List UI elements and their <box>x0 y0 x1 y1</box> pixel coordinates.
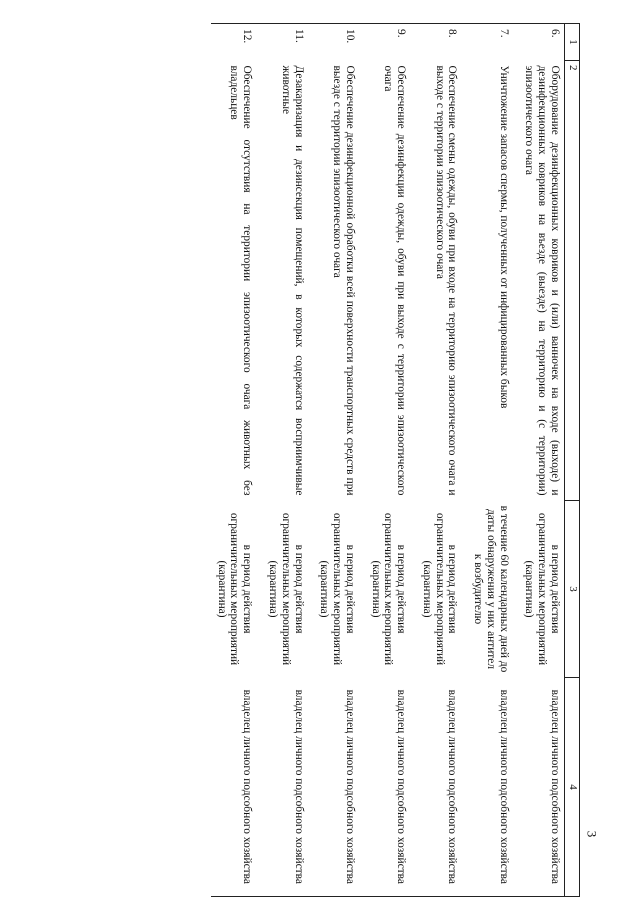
row-measure: Уничтожение запасов спермы, полученных от инфицированных быков <box>497 65 510 409</box>
page-number: 3 <box>584 830 600 838</box>
table-row <box>365 24 416 897</box>
row-responsible: владелец личного подсобного хозяйства <box>241 689 254 884</box>
column-header-3: 3 <box>565 501 580 678</box>
column-header-2: 2 <box>565 61 580 501</box>
row-responsible: владелец личного подсобного хозяйства <box>343 689 356 884</box>
table-row <box>467 24 518 897</box>
row-responsible: владелец личного подсобного хозяйства <box>446 689 459 884</box>
row-term: в период действия ограничительных мероприятий (карантина) <box>420 512 459 666</box>
row-term: в период действия ограничительных мероприятий (карантина) <box>523 512 561 666</box>
column-header-1: 1 <box>565 24 580 61</box>
table-row <box>519 24 565 897</box>
row-term: в период действия ограничительных мероприятий (карантина) <box>369 512 408 666</box>
table-row <box>262 24 313 897</box>
row-measure: Дезакаризация и дезинсекция помещений, в которых содержатся восприимчивые животные <box>279 65 305 496</box>
row-measure: Оборудование дезинфекционных ковриков и (или) ванночек на входе (выходе) и дезинфекционных ковриков на въезде (выезде) на территорию и (с территории) эпизоотического очага <box>523 65 561 496</box>
row-responsible: владелец личного подсобного хозяйства <box>292 689 305 884</box>
row-term: в течение 60 календарных дней до даты обнаружения у них антител к возбудителю <box>472 505 510 673</box>
measures-table <box>211 23 580 897</box>
row-number: 11. <box>292 29 305 43</box>
table-row <box>314 24 365 897</box>
row-number: 10. <box>343 29 356 44</box>
row-responsible: владелец личного подсобного хозяйства <box>549 689 561 884</box>
row-term: в период действия ограничительных мероприятий (карантина) <box>215 512 254 666</box>
row-measure: Обеспечение дезинфекционной обработки всей поверхности транспортных средств при выезде с территории эпизоотического очага <box>331 65 356 496</box>
row-number: 6. <box>549 29 561 38</box>
row-number: 7. <box>497 29 510 38</box>
row-number: 9. <box>395 29 408 38</box>
rotated-table-container <box>60 23 580 884</box>
row-number: 8. <box>446 29 459 38</box>
row-measure: Обеспечение смены одежды, обуви при входе на территорию эпизоотического очага и выходе с территории эпизоотического очага <box>433 65 459 496</box>
row-term: в период действия ограничительных мероприятий (карантина) <box>318 512 356 666</box>
row-responsible: владелец личного подсобного хозяйства <box>395 689 408 884</box>
table-row <box>211 24 262 897</box>
row-number: 12. <box>241 29 254 44</box>
row-responsible: владелец личного подсобного хозяйства <box>497 689 510 884</box>
row-term: в период действия ограничительных мероприятий (карантина) <box>266 512 305 666</box>
row-measure: Обеспечение дезинфекции одежды, обуви при выходе с территории эпизоотического очага <box>382 65 408 496</box>
row-measure: Обеспечение отсутствия на территории эпизоотического очага животных без владельцев <box>228 65 254 496</box>
table-row <box>416 24 467 897</box>
table-header-row <box>565 24 580 897</box>
column-header-4: 4 <box>565 678 580 897</box>
